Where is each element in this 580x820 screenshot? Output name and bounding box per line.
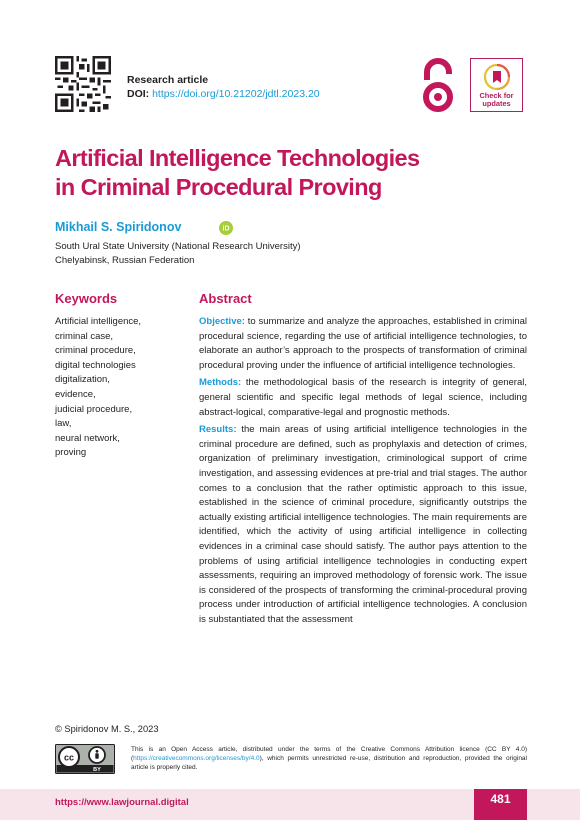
license-text	[131, 745, 527, 772]
svg-text:iD: iD	[222, 225, 230, 233]
doi-line	[127, 87, 320, 101]
keyword-item: criminal procedure,	[55, 345, 136, 357]
keyword-item: evidence,	[55, 388, 96, 400]
author-affiliation	[55, 240, 301, 267]
copyright-notice: © Spiridonov M. S., 2023	[55, 724, 159, 734]
keyword-item: digital technologies	[55, 359, 136, 371]
article-type: Research article	[127, 74, 209, 86]
abstract-heading: Abstract	[199, 291, 252, 306]
doi-link[interactable]: https://doi.org/10.21202/jdtl.2023.20	[152, 88, 320, 100]
affiliation-line-1: South Ural State University (National Research University)	[55, 241, 301, 252]
keywords-list	[55, 315, 141, 461]
license-link[interactable]: https://creativecommons.org/licenses/by/4.0	[133, 755, 260, 763]
article-title	[55, 144, 475, 202]
keywords-heading: Keywords	[55, 291, 118, 306]
cc-by-label: BY	[93, 767, 101, 774]
svg-text:cc: cc	[63, 752, 75, 763]
abstract-body	[199, 315, 527, 630]
article-header	[127, 73, 320, 101]
doi-label: DOI:	[127, 88, 150, 100]
keyword-item: proving	[55, 447, 87, 459]
abstract-methods	[199, 376, 527, 420]
page-number: 481	[474, 789, 527, 820]
check-for-updates-badge[interactable]	[470, 58, 523, 112]
open-access-icon	[421, 58, 455, 114]
qr-code-icon	[55, 56, 111, 112]
abstract-objective	[199, 315, 527, 373]
methods-text: the methodological basis of the research is integrity of general, general scientific and specific legal methods of legal science, including abstract-logical, comparative-legal and prognostic methods.	[199, 377, 527, 418]
keyword-item: judicial procedure,	[55, 403, 133, 415]
orcid-icon[interactable]	[219, 221, 233, 235]
badge-line-1: Check for	[479, 91, 514, 100]
badge-line-2: updates	[482, 99, 511, 109]
keyword-item: Artificial intelligence,	[55, 316, 142, 327]
methods-label: Methods:	[199, 377, 242, 389]
creative-commons-icon[interactable]	[55, 744, 115, 774]
journal-website-link[interactable]: https://www.lawjournal.digital	[55, 797, 189, 808]
title-line-1: Artificial Intelligence Technologies	[55, 145, 420, 171]
results-label: Results:	[199, 424, 237, 436]
keyword-item: criminal case,	[55, 330, 114, 342]
objective-text: to summarize and analyze the approaches, established in criminal procedural science, regarding the use of artificial intelligence technologies, to elaborate an author’s approach to the prospects of transformation of criminal procedural proving under the influence of artificial intelligence technologies.	[199, 316, 527, 371]
affiliation-line-2: Chelyabinsk, Russian Federation	[55, 254, 195, 266]
abstract-results	[199, 423, 527, 627]
check-for-updates-text	[471, 92, 522, 108]
license-text-after: ), which permits unrestricted re-use, distribution and reproduction, provided the original article is properly cited.	[131, 755, 527, 772]
keyword-item: neural network,	[55, 432, 120, 444]
license-text-before: This is an Open Access article, distributed under the terms of the Creative Commons Attribution licence (CC BY 4.0) (	[131, 746, 527, 763]
author-name: Mikhail S. Spiridonov	[55, 220, 182, 234]
objective-label: Objective:	[199, 316, 245, 327]
title-line-2: in Criminal Procedural Proving	[55, 174, 382, 200]
results-text: the main areas of using artificial intelligence technologies in the criminal procedure are defined, such as prophylaxis and detection of crimes, organization of preliminary investigation, criminological support of crime investigation, and assessing evidences at pre-trial and trial stages. The author comes to a conclusion that the rather optimistic approach to this issue, established in the science of criminal procedure, significantly outstrips the actually existing artificial intelligence technologies. The main requirements are identified, which the activity of using artificial intelligence in collecting evidences in a criminal case should satisfy. The author pays attention to the problems of using artificial intelligence technologies in conducting expert assessments, requiring an improved methodology of forensic work. The issue is considered of the prospects of transforming the criminal-procedural proving process under introduction of artificial intelligence technologies. A conclusion is substantiated that the assessment	[199, 424, 527, 625]
keyword-item: law,	[55, 418, 72, 430]
keyword-item: digitalization,	[55, 374, 110, 386]
check-for-updates-icon	[484, 64, 510, 90]
